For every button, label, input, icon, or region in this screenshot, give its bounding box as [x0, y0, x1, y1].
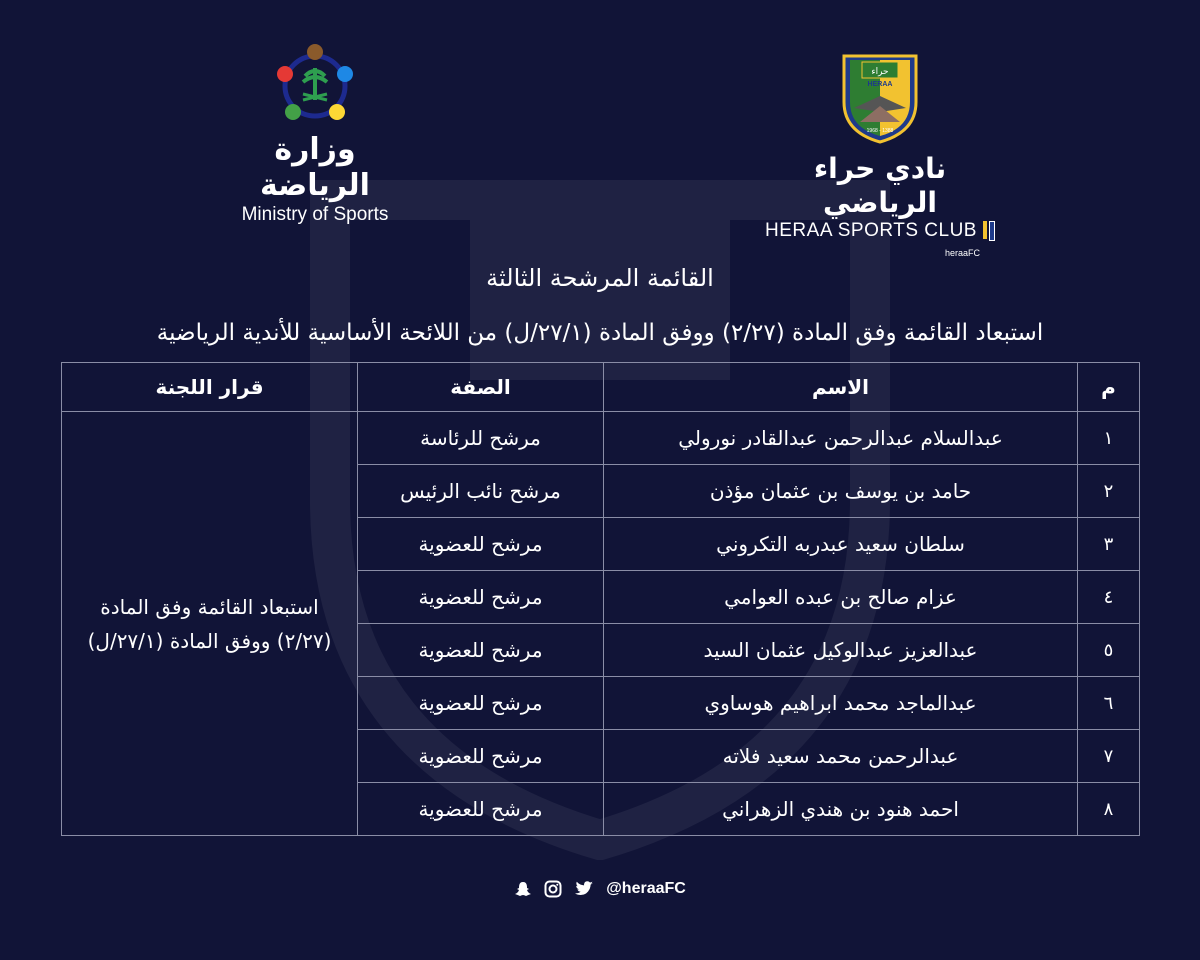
row-name: عبدالعزيز عبدالوكيل عثمان السيد — [604, 624, 1078, 677]
table-header-row — [62, 363, 1140, 412]
row-num: ٤ — [1078, 571, 1140, 624]
row-role: مرشح للعضوية — [358, 624, 604, 677]
club-handle: heraaFC — [944, 248, 980, 258]
row-num: ٨ — [1078, 783, 1140, 836]
candidates-table — [61, 362, 1140, 836]
social-handle[interactable]: @heraaFC — [606, 880, 686, 897]
row-name: عبدالماجد محمد ابراهيم هوساوي — [604, 677, 1078, 730]
row-role: مرشح نائب الرئيس — [358, 465, 604, 518]
club-name-ar: نادي حراء الرياضي — [813, 152, 947, 219]
snapchat-icon[interactable] — [514, 880, 532, 898]
svg-text:HERAA: HERAA — [867, 81, 893, 88]
svg-text:حراء: حراء — [871, 67, 889, 77]
club-name-en — [765, 220, 995, 242]
committee-decision: استبعاد القائمة وفق المادة (٢/٢٧) ووفق المادة (٢٧/١/ل) — [62, 412, 358, 836]
row-num: ١ — [1078, 412, 1140, 465]
club-color-bars — [983, 221, 995, 241]
row-name: عبدالرحمن محمد سعيد فلاته — [604, 730, 1078, 783]
row-name: عزام صالح بن عبده العوامي — [604, 571, 1078, 624]
header-role: الصفة — [358, 363, 604, 412]
row-num: ٢ — [1078, 465, 1140, 518]
row-role: مرشح للرئاسة — [358, 412, 604, 465]
row-num: ٥ — [1078, 624, 1140, 677]
table-row — [62, 412, 1140, 465]
row-role: مرشح للعضوية — [358, 783, 604, 836]
header-name: الاسم — [604, 363, 1078, 412]
header-num: م — [1078, 363, 1140, 412]
club-logo — [760, 52, 1000, 258]
row-num: ٧ — [1078, 730, 1140, 783]
row-name: سلطان سعيد عبدربه التكروني — [604, 518, 1078, 571]
page-title: القائمة المرشحة الثالثة — [486, 264, 714, 292]
club-crest-icon — [840, 52, 920, 144]
row-num: ٣ — [1078, 518, 1140, 571]
row-role: مرشح للعضوية — [358, 571, 604, 624]
row-num: ٦ — [1078, 677, 1140, 730]
ministry-emblem-icon — [267, 38, 363, 128]
social-footer — [0, 880, 1200, 898]
row-role: مرشح للعضوية — [358, 677, 604, 730]
instagram-icon[interactable] — [544, 880, 562, 898]
row-role: مرشح للعضوية — [358, 730, 604, 783]
header-decision: قرار اللجنة — [62, 363, 358, 412]
row-name: عبدالسلام عبدالرحمن عبدالقادر نورولي — [604, 412, 1078, 465]
page-subtitle: استبعاد القائمة وفق المادة (٢/٢٧) ووفق المادة (٢٧/١/ل) من اللائحة الأساسية للأندية الرياضية — [156, 320, 1044, 346]
ministry-logo — [225, 38, 405, 226]
ministry-name-ar: وزارة الرياضة — [260, 132, 370, 203]
twitter-icon[interactable] — [574, 880, 594, 898]
club-name-en-text: HERAA SPORTS CLUB — [765, 220, 977, 241]
ministry-name-en: Ministry of Sports — [241, 204, 389, 225]
row-name: احمد هنود بن هندي الزهراني — [604, 783, 1078, 836]
row-name: حامد بن يوسف بن عثمان مؤذن — [604, 465, 1078, 518]
row-role: مرشح للعضوية — [358, 518, 604, 571]
svg-text:1968 - 1388: 1968 - 1388 — [866, 128, 894, 134]
